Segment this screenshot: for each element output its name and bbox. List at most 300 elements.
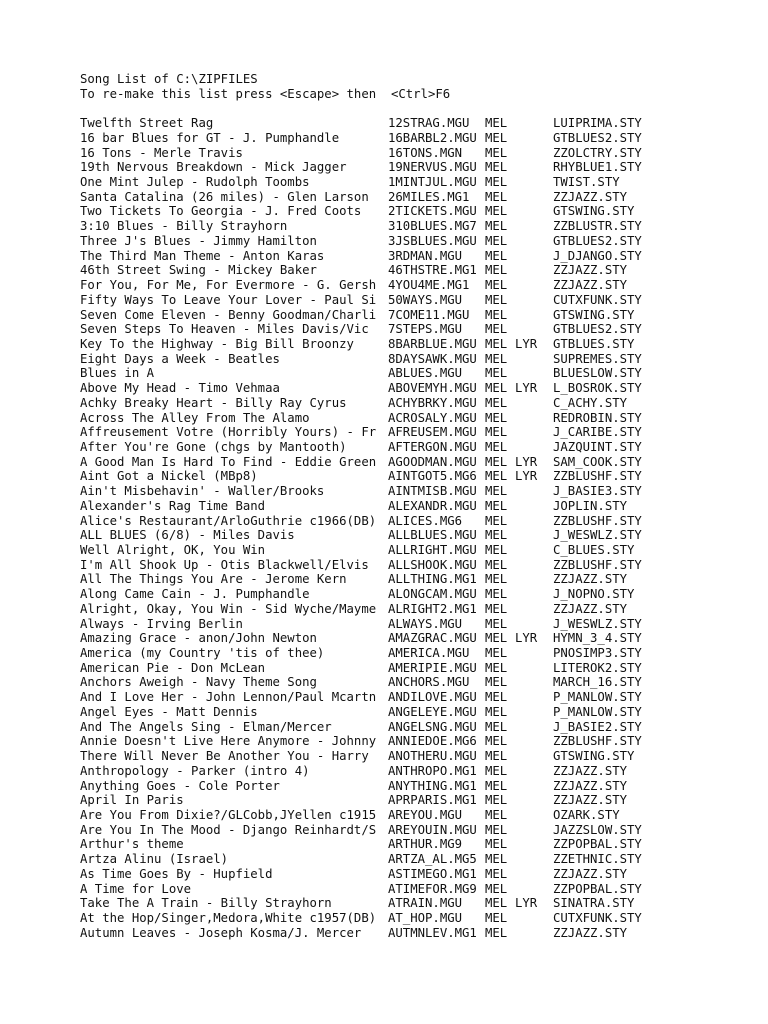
song-title: Key To the Highway - Big Bill Broonzy <box>80 336 354 351</box>
table-row <box>80 116 760 131</box>
table-row <box>80 543 760 558</box>
song-mel-flag: MEL <box>485 189 508 204</box>
song-mel-flag: MEL <box>485 734 508 749</box>
song-title: Fifty Ways To Leave Your Lover - Paul Si <box>80 292 377 307</box>
song-style: PNOSIMP3.STY <box>553 646 642 661</box>
song-title: All The Things You Are - Jerome Kern <box>80 572 347 587</box>
song-style: GTSWING.STY <box>553 204 635 219</box>
song-file: ANGELEYE.MGU <box>388 704 477 719</box>
table-row <box>80 852 760 867</box>
song-lyr-flag <box>515 764 553 779</box>
song-lyr-flag <box>515 160 553 175</box>
song-file: AFTERGON.MGU <box>388 439 477 454</box>
song-style: C_BLUES.STY <box>553 543 635 557</box>
song-lyr-flag <box>515 779 553 794</box>
song-style: ZZJAZZ.STY <box>553 572 628 587</box>
table-row <box>80 234 760 249</box>
song-file: AMAZGRAC.MGU <box>388 631 477 646</box>
table-row <box>80 411 760 426</box>
song-title: April In Paris <box>80 793 184 808</box>
song-mel-flag: MEL <box>485 292 508 307</box>
song-mel-flag: MEL <box>485 410 508 425</box>
song-style: J_BASIE3.STY <box>553 484 642 499</box>
song-file: 4YOU4ME.MG1 <box>388 278 470 293</box>
song-title: 19th Nervous Breakdown - Mick Jagger <box>80 160 347 175</box>
song-file: ALEXANDR.MGU <box>388 498 477 513</box>
table-row <box>80 734 760 749</box>
song-mel-flag: MEL <box>485 145 508 160</box>
song-mel-flag: MEL <box>485 866 508 881</box>
song-mel-flag: MEL <box>485 322 508 337</box>
song-lyr-flag <box>515 867 553 882</box>
song-mel-flag: MEL <box>485 498 508 513</box>
song-title: American Pie - Don McLean <box>80 660 266 675</box>
table-row <box>80 204 760 219</box>
song-lyr-flag <box>515 661 553 676</box>
song-style: OZARK.STY <box>553 807 620 822</box>
song-mel-flag: MEL <box>485 704 508 719</box>
song-title: Amazing Grace - anon/John Newton <box>80 631 317 646</box>
table-row <box>80 808 760 823</box>
table-row <box>80 631 760 646</box>
song-mel-flag: MEL <box>485 263 508 278</box>
song-lyr-flag <box>515 499 553 514</box>
song-lyr-flag <box>515 322 553 337</box>
song-mel-flag: MEL <box>485 793 508 808</box>
song-style: JOPLIN.STY <box>553 498 628 513</box>
song-title: Aint Got a Nickel (MBp8) <box>80 469 258 484</box>
song-mel-flag: MEL <box>485 807 508 822</box>
song-lyr-flag: LYR <box>515 896 538 911</box>
song-lyr-flag <box>515 293 553 308</box>
table-row <box>80 219 760 234</box>
song-file: AREYOUIN.MGU <box>388 822 477 837</box>
song-list-document <box>80 72 760 940</box>
song-file: ALLSHOOK.MGU <box>388 557 477 572</box>
table-row <box>80 514 760 529</box>
song-title: Eight Days a Week - Beatles <box>80 351 280 366</box>
song-style: J_WESWLZ.STY <box>553 616 642 631</box>
song-style: RHYBLUE1.STY <box>553 160 642 175</box>
song-lyr-flag <box>515 587 553 602</box>
song-lyr-flag <box>515 852 553 867</box>
song-title: Artza Alinu (Israel) <box>80 852 229 867</box>
song-style: ZZOLCTRY.STY <box>553 145 642 160</box>
song-lyr-flag <box>515 602 553 617</box>
song-mel-flag: MEL <box>485 557 508 572</box>
table-row <box>80 528 760 543</box>
song-lyr-flag <box>515 396 553 411</box>
song-mel-flag: MEL <box>485 690 508 705</box>
song-file: 16BARBL2.MGU <box>388 130 477 145</box>
song-style: MARCH_16.STY <box>553 675 642 690</box>
song-mel-flag: MEL <box>485 425 508 440</box>
table-row <box>80 440 760 455</box>
song-file: ALLRIGHT.MGU <box>388 543 477 557</box>
song-file: AREYOU.MGU <box>388 807 463 822</box>
song-title: Three J's Blues - Jimmy Hamilton <box>80 233 317 248</box>
song-lyr-flag <box>515 646 553 661</box>
table-row <box>80 396 760 411</box>
song-file: AINTMISB.MGU <box>388 484 477 499</box>
table-row <box>80 263 760 278</box>
song-title: ALL BLUES (6/8) - Miles Davis <box>80 528 295 543</box>
song-lyr-flag <box>515 558 553 573</box>
song-style: GTSWING.STY <box>553 307 635 322</box>
song-title: Are You From Dixie?/GLCobb,JYellen c1915 <box>80 807 377 822</box>
table-row <box>80 793 760 808</box>
song-file: ALICES.MG6 <box>388 513 463 528</box>
table-row <box>80 366 760 381</box>
song-mel-flag: MEL <box>485 910 508 925</box>
song-style: ZZBLUSTR.STY <box>553 219 642 234</box>
song-file: ATRAIN.MGU <box>388 896 463 911</box>
song-style: GTSWING.STY <box>553 749 635 764</box>
table-row <box>80 617 760 632</box>
song-lyr-flag <box>515 219 553 234</box>
song-lyr-flag <box>515 278 553 293</box>
song-title: For You, For Me, For Evermore - G. Gersh <box>80 278 377 293</box>
song-file: AMERIPIE.MGU <box>388 660 477 675</box>
song-mel-flag: MEL <box>485 763 508 778</box>
song-file: ACROSALY.MGU <box>388 410 477 425</box>
song-mel-flag: MEL <box>485 204 508 219</box>
song-lyr-flag: LYR <box>515 381 538 396</box>
song-title: Affreusement Votre (Horribly Yours) - Fr <box>80 425 377 440</box>
song-title: One Mint Julep - Rudolph Toombs <box>80 175 310 190</box>
song-style: ZZJAZZ.STY <box>553 778 628 793</box>
song-file: AINTGOT5.MG6 <box>388 469 477 484</box>
song-lyr-flag <box>515 175 553 190</box>
song-mel-flag: MEL <box>485 439 508 454</box>
song-lyr-flag <box>515 249 553 264</box>
song-mel-flag: MEL <box>485 675 508 690</box>
song-style: P_MANLOW.STY <box>553 690 642 705</box>
table-row <box>80 837 760 852</box>
song-title: 16 bar Blues for GT - J. Pumphandle <box>80 130 340 145</box>
song-lyr-flag: LYR <box>515 336 538 351</box>
song-style: REDROBIN.STY <box>553 410 642 425</box>
song-style: GTBLUES2.STY <box>553 322 642 337</box>
song-title: Santa Catalina (26 miles) - Glen Larson <box>80 189 369 204</box>
song-style: J_WESWLZ.STY <box>553 528 642 543</box>
song-file: ANGELSNG.MGU <box>388 719 477 734</box>
song-title: Well Alright, OK, You Win <box>80 543 266 557</box>
song-title: Anchors Aweigh - Navy Theme Song <box>80 675 317 690</box>
table-row <box>80 278 760 293</box>
song-file: APRPARIS.MG1 <box>388 793 477 808</box>
table-row <box>80 661 760 676</box>
song-lyr-flag: LYR <box>515 469 538 484</box>
song-lyr-flag <box>515 116 553 131</box>
song-style: HYMN_3_4.STY <box>553 631 642 646</box>
song-style: ZZJAZZ.STY <box>553 793 628 808</box>
song-file: 1MINTJUL.MGU <box>388 175 477 190</box>
song-file: 16TONS.MGN <box>388 145 463 160</box>
song-style: CUTXFUNK.STY <box>553 910 642 925</box>
song-mel-flag: MEL <box>485 219 508 234</box>
song-title: Seven Steps To Heaven - Miles Davis/Vic <box>80 322 369 337</box>
song-lyr-flag <box>515 823 553 838</box>
table-row <box>80 425 760 440</box>
song-title: Blues in A <box>80 366 155 381</box>
song-file: AUTMNLEV.MG1 <box>388 925 477 940</box>
song-title: Arthur's theme <box>80 837 184 852</box>
table-row <box>80 926 760 941</box>
song-mel-flag: MEL <box>485 837 508 852</box>
song-lyr-flag <box>515 411 553 426</box>
song-title: Autumn Leaves - Joseph Kosma/J. Mercer <box>80 925 362 940</box>
song-style: J_NOPNO.STY <box>553 587 635 602</box>
table-row <box>80 381 760 396</box>
song-file: 19NERVUS.MGU <box>388 160 477 175</box>
song-file: ALWAYS.MGU <box>388 616 463 631</box>
song-lyr-flag <box>515 146 553 161</box>
song-lyr-flag <box>515 690 553 705</box>
song-file: ANNIEDOE.MG6 <box>388 734 477 749</box>
song-lyr-flag <box>515 190 553 205</box>
song-style: C_ACHY.STY <box>553 395 628 410</box>
table-row <box>80 146 760 161</box>
song-style: ZZPOPBAL.STY <box>553 837 642 852</box>
table-row <box>80 882 760 897</box>
table-row <box>80 749 760 764</box>
song-mel-flag: MEL <box>485 543 508 557</box>
song-style: ZZBLUSHF.STY <box>553 513 642 528</box>
song-mel-flag: MEL <box>485 513 508 528</box>
song-title: After You're Gone (chgs by Mantooth) <box>80 439 347 454</box>
song-lyr-flag <box>515 720 553 735</box>
table-row <box>80 352 760 367</box>
song-table <box>80 116 760 940</box>
song-file: 46THSTRE.MG1 <box>388 263 477 278</box>
song-title: Above My Head - Timo Vehmaa <box>80 381 280 396</box>
song-title: Anthropology - Parker (intro 4) <box>80 763 310 778</box>
song-style: SAM_COOK.STY <box>553 454 642 469</box>
song-style: BLUESLOW.STY <box>553 366 642 381</box>
song-file: ARTHUR.MG9 <box>388 837 463 852</box>
song-mel-flag: MEL <box>485 616 508 631</box>
song-file: 2TICKETS.MGU <box>388 204 477 219</box>
song-mel-flag: MEL <box>485 484 508 499</box>
song-style: ZZETHNIC.STY <box>553 852 642 867</box>
song-title: Two Tickets To Georgia - J. Fred Coots <box>80 204 362 219</box>
song-title: Annie Doesn't Live Here Anymore - Johnny <box>80 734 377 749</box>
song-mel-flag: MEL <box>485 660 508 675</box>
song-file: ARTZA_AL.MG5 <box>388 852 477 867</box>
song-style: GTBLUES2.STY <box>553 233 642 248</box>
song-title: Twelfth Street Rag <box>80 116 214 131</box>
song-lyr-flag <box>515 911 553 926</box>
song-lyr-flag <box>515 352 553 367</box>
song-mel-flag: MEL <box>485 528 508 543</box>
song-mel-flag: MEL <box>485 366 508 381</box>
song-title: Achky Breaky Heart - Billy Ray Cyrus <box>80 395 347 410</box>
song-style: ZZJAZZ.STY <box>553 925 628 940</box>
song-file: 3RDMAN.MGU <box>388 248 463 263</box>
song-style: JAZQUINT.STY <box>553 439 642 454</box>
song-title: America (my Country 'tis of thee) <box>80 646 325 661</box>
song-style: LITEROK2.STY <box>553 660 642 675</box>
song-mel-flag: MEL <box>485 454 508 469</box>
table-row <box>80 896 760 911</box>
song-title: Always - Irving Berlin <box>80 616 243 631</box>
song-mel-flag: MEL <box>485 116 508 131</box>
song-mel-flag: MEL <box>485 248 508 263</box>
table-row <box>80 337 760 352</box>
song-title: The Third Man Theme - Anton Karas <box>80 248 325 263</box>
song-lyr-flag <box>515 675 553 690</box>
song-mel-flag: MEL <box>485 896 508 911</box>
song-mel-flag: MEL <box>485 175 508 190</box>
song-style: LUIPRIMA.STY <box>553 116 642 131</box>
table-row <box>80 690 760 705</box>
song-file: ANDILOVE.MGU <box>388 690 477 705</box>
song-style: P_MANLOW.STY <box>553 704 642 719</box>
table-row <box>80 705 760 720</box>
song-lyr-flag <box>515 837 553 852</box>
table-row <box>80 587 760 602</box>
song-mel-flag: MEL <box>485 351 508 366</box>
song-title: At the Hop/Singer,Medora,White c1957(DB) <box>80 910 377 925</box>
song-mel-flag: MEL <box>485 130 508 145</box>
song-title: Are You In The Mood - Django Reinhardt/S <box>80 822 377 837</box>
song-mel-flag: MEL <box>485 395 508 410</box>
table-row <box>80 190 760 205</box>
table-row <box>80 293 760 308</box>
song-lyr-flag <box>515 263 553 278</box>
table-row <box>80 764 760 779</box>
song-style: L_BOSROK.STY <box>553 381 642 396</box>
song-lyr-flag <box>515 617 553 632</box>
song-lyr-flag <box>515 926 553 941</box>
song-mel-flag: MEL <box>485 719 508 734</box>
song-file: 3JSBLUES.MGU <box>388 233 477 248</box>
song-lyr-flag <box>515 734 553 749</box>
song-mel-flag: MEL <box>485 572 508 587</box>
song-lyr-flag <box>515 440 553 455</box>
song-title: A Time for Love <box>80 881 192 896</box>
song-title: Alright, Okay, You Win - Sid Wyche/Mayme <box>80 601 377 616</box>
song-style: ZZJAZZ.STY <box>553 601 628 616</box>
song-style: GTBLUES.STY <box>553 336 635 351</box>
song-file: ABLUES.MGU <box>388 366 463 381</box>
table-row <box>80 175 760 190</box>
table-row <box>80 308 760 323</box>
song-mel-flag: MEL <box>485 852 508 867</box>
song-lyr-flag <box>515 204 553 219</box>
table-row <box>80 499 760 514</box>
song-lyr-flag: LYR <box>515 454 538 469</box>
table-row <box>80 558 760 573</box>
song-title: As Time Goes By - Hupfield <box>80 866 273 881</box>
song-file: ASTIMEGO.MG1 <box>388 866 477 881</box>
song-file: AT_HOP.MGU <box>388 910 463 925</box>
table-row <box>80 131 760 146</box>
song-mel-flag: MEL <box>485 587 508 602</box>
song-title: Seven Come Eleven - Benny Goodman/Charli <box>80 307 377 322</box>
song-file: ANCHORS.MGU <box>388 675 470 690</box>
song-style: ZZPOPBAL.STY <box>553 881 642 896</box>
song-file: 8BARBLUE.MGU <box>388 336 477 351</box>
song-file: ANYTHING.MG1 <box>388 778 477 793</box>
song-lyr-flag <box>515 528 553 543</box>
remake-instruction: To re-make this list press <Escape> then <Ctrl>F6 <box>80 86 451 101</box>
song-lyr-flag <box>515 543 553 558</box>
song-file: ALONGCAM.MGU <box>388 587 477 602</box>
song-title: Ain't Misbehavin' - Waller/Brooks <box>80 484 325 499</box>
song-mel-flag: MEL <box>485 381 508 396</box>
song-file: 310BLUES.MG7 <box>388 219 477 234</box>
song-file: ACHYBRKY.MGU <box>388 395 477 410</box>
table-row <box>80 322 760 337</box>
song-style: J_DJANGO.STY <box>553 248 642 263</box>
song-style: SINATRA.STY <box>553 896 635 911</box>
song-file: ABOVEMYH.MGU <box>388 381 477 396</box>
song-style: ZZJAZZ.STY <box>553 763 628 778</box>
song-style: ZZBLUSHF.STY <box>553 557 642 572</box>
song-title: There Will Never Be Another You - Harry <box>80 749 369 764</box>
song-mel-flag: MEL <box>485 307 508 322</box>
song-title: Alexander's Rag Time Band <box>80 498 266 513</box>
song-file: 7STEPS.MGU <box>388 322 463 337</box>
song-file: ANTHROPO.MG1 <box>388 763 477 778</box>
song-file: ANOTHERU.MGU <box>388 749 477 764</box>
song-title: Take The A Train - Billy Strayhorn <box>80 896 332 911</box>
song-mel-flag: MEL <box>485 631 508 646</box>
table-row <box>80 160 760 175</box>
song-style: CUTXFUNK.STY <box>553 292 642 307</box>
song-mel-flag: MEL <box>485 336 508 351</box>
song-style: ZZBLUSHF.STY <box>553 734 642 749</box>
song-style: J_BASIE2.STY <box>553 719 642 734</box>
song-file: ALRIGHT2.MG1 <box>388 601 477 616</box>
song-lyr-flag: LYR <box>515 631 538 646</box>
song-title: And I Love Her - John Lennon/Paul Mcartn <box>80 690 377 705</box>
song-style: ZZJAZZ.STY <box>553 189 628 204</box>
song-lyr-flag <box>515 705 553 720</box>
song-title: Angel Eyes - Matt Dennis <box>80 704 258 719</box>
song-file: 8DAYSAWK.MGU <box>388 351 477 366</box>
song-title: And The Angels Sing - Elman/Mercer <box>80 719 332 734</box>
song-mel-flag: MEL <box>485 822 508 837</box>
song-mel-flag: MEL <box>485 881 508 896</box>
song-mel-flag: MEL <box>485 278 508 293</box>
table-row <box>80 911 760 926</box>
table-row <box>80 823 760 838</box>
blank-line <box>80 101 760 116</box>
song-style: TWIST.STY <box>553 175 620 190</box>
table-row <box>80 572 760 587</box>
song-title: Alice's Restaurant/ArloGuthrie c1966(DB) <box>80 513 377 528</box>
song-mel-flag: MEL <box>485 646 508 661</box>
song-title: 16 Tons - Merle Travis <box>80 145 243 160</box>
song-title: 3:10 Blues - Billy Strayhorn <box>80 219 288 234</box>
song-file: 50WAYS.MGU <box>388 292 463 307</box>
song-file: 7COME11.MGU <box>388 307 470 322</box>
song-file: AMERICA.MGU <box>388 646 470 661</box>
table-row <box>80 779 760 794</box>
song-lyr-flag <box>515 425 553 440</box>
song-lyr-flag <box>515 514 553 529</box>
song-style: JAZZSLOW.STY <box>553 822 642 837</box>
table-row <box>80 646 760 661</box>
song-style: J_CARIBE.STY <box>553 425 642 440</box>
song-style: ZZJAZZ.STY <box>553 866 628 881</box>
table-row <box>80 455 760 470</box>
table-row <box>80 469 760 484</box>
table-row <box>80 675 760 690</box>
